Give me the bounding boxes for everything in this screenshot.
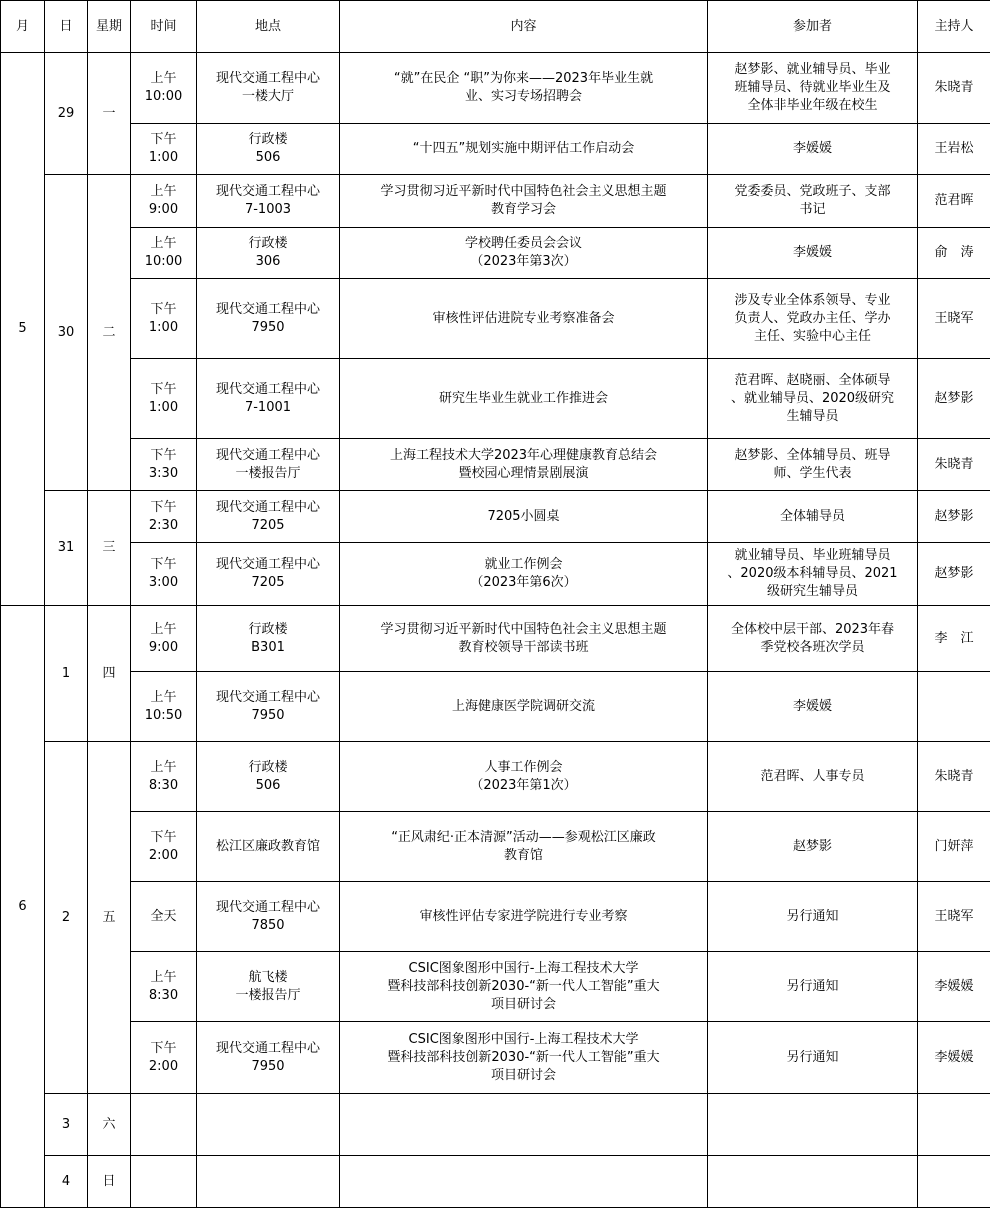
table-row [1,606,990,672]
content-cell: 学习贯彻习近平新时代中国特色社会主义思想主题 教育学习会 [340,175,708,228]
header-host: 主持人 [918,1,990,53]
time-cell: 下午 2:00 [131,812,197,882]
participants-cell: 另行通知 [708,882,918,952]
day-cell: 29 [45,53,88,175]
time-cell: 上午 10:00 [131,53,197,124]
month-cell: 6 [1,606,45,1208]
time-cell: 全天 [131,882,197,952]
location-cell: 行政楼 306 [197,228,340,279]
day-cell: 2 [45,742,88,1094]
participants-cell: 另行通知 [708,1022,918,1094]
time-cell: 上午 9:00 [131,606,197,672]
table-row [1,742,990,812]
participants-cell: 涉及专业全体系领导、专业 负责人、党政办主任、学办 主任、实验中心主任 [708,279,918,359]
content-cell: 学校聘任委员会会议 （2023年第3次） [340,228,708,279]
table-row [1,491,990,543]
header-month: 月 [1,1,45,53]
location-cell: 行政楼 506 [197,124,340,175]
content-cell: 7205小圆桌 [340,491,708,543]
table-row [1,175,990,228]
location-cell: 现代交通工程中心 7850 [197,882,340,952]
time-cell: 下午 2:00 [131,1022,197,1094]
host-cell: 赵梦影 [918,491,990,543]
content-cell: 审核性评估进院专业考察准备会 [340,279,708,359]
day-cell: 30 [45,175,88,491]
location-cell: 现代交通工程中心 一楼报告厅 [197,439,340,491]
table-row [1,439,990,491]
table-row [1,53,990,124]
content-cell: 上海工程技术大学2023年心理健康教育总结会 暨校园心理情景剧展演 [340,439,708,491]
table-row [1,1156,990,1208]
time-cell: 下午 3:30 [131,439,197,491]
header-content: 内容 [340,1,708,53]
host-cell: 范君晖 [918,175,990,228]
location-cell: 现代交通工程中心 一楼大厅 [197,53,340,124]
location-cell: 现代交通工程中心 7-1003 [197,175,340,228]
weekday-cell: 二 [88,175,131,491]
participants-cell: 全体辅导员 [708,491,918,543]
content-cell: 上海健康医学院调研交流 [340,672,708,742]
time-cell: 下午 1:00 [131,279,197,359]
location-cell: 现代交通工程中心 7-1001 [197,359,340,439]
header-location: 地点 [197,1,340,53]
header-day: 日 [45,1,88,53]
day-cell: 31 [45,491,88,606]
time-cell [131,1094,197,1156]
table-row [1,279,990,359]
location-cell: 现代交通工程中心 7950 [197,1022,340,1094]
time-cell: 上午 10:50 [131,672,197,742]
day-cell: 4 [45,1156,88,1208]
day-cell: 3 [45,1094,88,1156]
host-cell: 赵梦影 [918,359,990,439]
table-row [1,882,990,952]
participants-cell [708,1094,918,1156]
time-cell [131,1156,197,1208]
time-cell: 上午 10:00 [131,228,197,279]
table-row [1,124,990,175]
participants-cell: 全体校中层干部、2023年春 季党校各班次学员 [708,606,918,672]
day-cell: 1 [45,606,88,742]
content-cell: 研究生毕业生就业工作推进会 [340,359,708,439]
content-cell: 就业工作例会 （2023年第6次） [340,543,708,606]
table-row [1,359,990,439]
host-cell: 李 江 [918,606,990,672]
host-cell: 朱晓青 [918,742,990,812]
location-cell: 现代交通工程中心 7205 [197,491,340,543]
participants-cell: 赵梦影 [708,812,918,882]
table-row [1,1022,990,1094]
content-cell: “就”在民企 “职”为你来——2023年毕业生就 业、实习专场招聘会 [340,53,708,124]
location-cell: 现代交通工程中心 7205 [197,543,340,606]
time-cell: 下午 1:00 [131,124,197,175]
time-cell: 下午 3:00 [131,543,197,606]
participants-cell: 范君晖、人事专员 [708,742,918,812]
participants-cell: 赵梦影、全体辅导员、班导 师、学生代表 [708,439,918,491]
weekday-cell: 四 [88,606,131,742]
table-row [1,1094,990,1156]
content-cell: 学习贯彻习近平新时代中国特色社会主义思想主题 教育校领导干部读书班 [340,606,708,672]
header-participants: 参加者 [708,1,918,53]
host-cell: 朱晓青 [918,439,990,491]
location-cell [197,1156,340,1208]
participants-cell: 李媛媛 [708,228,918,279]
location-cell: 行政楼 506 [197,742,340,812]
location-cell: 现代交通工程中心 7950 [197,672,340,742]
host-cell: 赵梦影 [918,543,990,606]
participants-cell [708,1156,918,1208]
table-row [1,543,990,606]
participants-cell: 范君晖、赵晓丽、全体硕导 、就业辅导员、2020级研究 生辅导员 [708,359,918,439]
content-cell: 人事工作例会 （2023年第1次） [340,742,708,812]
header-time: 时间 [131,1,197,53]
table-row [1,952,990,1022]
participants-cell: 另行通知 [708,952,918,1022]
content-cell: “正风肃纪·正本清源”活动——参观松江区廉政 教育馆 [340,812,708,882]
participants-cell: 李媛媛 [708,124,918,175]
participants-cell: 李媛媛 [708,672,918,742]
time-cell: 上午 9:00 [131,175,197,228]
host-cell: 王晓军 [918,279,990,359]
participants-cell: 就业辅导员、毕业班辅导员 、2020级本科辅导员、2021 级研究生辅导员 [708,543,918,606]
host-cell [918,1094,990,1156]
content-cell: 审核性评估专家进学院进行专业考察 [340,882,708,952]
content-cell: “十四五”规划实施中期评估工作启动会 [340,124,708,175]
weekday-cell: 一 [88,53,131,175]
table-row [1,812,990,882]
content-cell [340,1156,708,1208]
time-cell: 下午 2:30 [131,491,197,543]
host-cell: 王岩松 [918,124,990,175]
location-cell: 行政楼 B301 [197,606,340,672]
host-cell: 王晓军 [918,882,990,952]
time-cell: 下午 1:00 [131,359,197,439]
participants-cell: 赵梦影、就业辅导员、毕业 班辅导员、待就业毕业生及 全体非毕业年级在校生 [708,53,918,124]
weekday-cell: 日 [88,1156,131,1208]
location-cell: 现代交通工程中心 7950 [197,279,340,359]
host-cell: 李媛媛 [918,1022,990,1094]
participants-cell: 党委委员、党政班子、支部 书记 [708,175,918,228]
time-cell: 上午 8:30 [131,952,197,1022]
location-cell: 航飞楼 一楼报告厅 [197,952,340,1022]
table-row [1,228,990,279]
weekday-cell: 五 [88,742,131,1094]
host-cell [918,1156,990,1208]
weekday-cell: 六 [88,1094,131,1156]
location-cell [197,1094,340,1156]
content-cell [340,1094,708,1156]
host-cell: 俞 涛 [918,228,990,279]
weekday-cell: 三 [88,491,131,606]
month-cell: 5 [1,53,45,606]
content-cell: CSIC图象图形中国行-上海工程技术大学 暨科技部科技创新2030-“新一代人工智能”重大 项目研讨会 [340,1022,708,1094]
header-row [1,1,990,53]
host-cell: 李媛媛 [918,952,990,1022]
content-cell: CSIC图象图形中国行-上海工程技术大学 暨科技部科技创新2030-“新一代人工智能”重大 项目研讨会 [340,952,708,1022]
table-row [1,672,990,742]
location-cell: 松江区廉政教育馆 [197,812,340,882]
header-weekday: 星期 [88,1,131,53]
host-cell [918,672,990,742]
time-cell: 上午 8:30 [131,742,197,812]
host-cell: 朱晓青 [918,53,990,124]
host-cell: 门妍萍 [918,812,990,882]
